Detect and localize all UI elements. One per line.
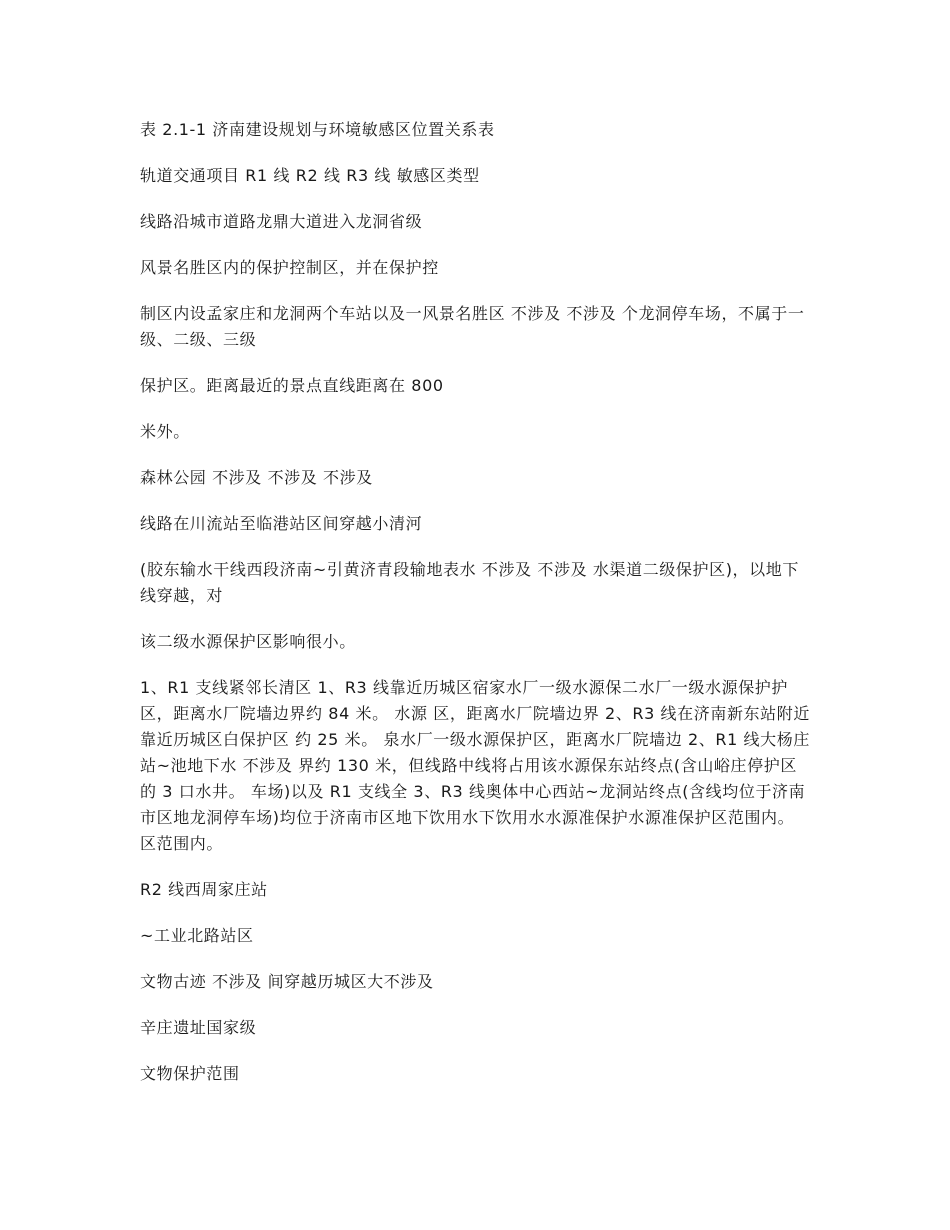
paragraph-protection-scope: 文物保护范围 <box>140 1064 240 1083</box>
paragraph-r2-station: R2 线西周家庄站 <box>140 880 268 899</box>
paragraph-river-crossing: 线路在川流站至临港站区间穿越小清河 <box>140 514 423 533</box>
paragraph-distance: 保护区。距离最近的景点直线距离在 800 <box>140 376 444 395</box>
paragraph-cultural-relics: 文物古迹 不涉及 间穿越历城区大不涉及 <box>140 972 434 991</box>
paragraph-water-source-protection: 1、R1 支线紧邻长清区 1、R3 线靠近历城区宿家水厂一级水源保二水厂一级水源保护护区，距离水厂院墙边界约 84 米。 水源 区，距离水厂院墙边界 2、R3 线在济南新东站附近靠近历城区白保护区 约 25 米。 泉水厂一级水源保护区，距离水厂院墙边 2、R1 线大杨庄站~池地下水 不涉及 界约 130 米，但线路中线将占用该水源保东站终点(含山峪庄停护区的 3 口水井。 车场)以及 R1 支线全 3、R3 线奥体中心西站~龙洞站终点(含线均位于济南市区地龙洞停车场)均位于济南市区地下饮用水下饮用水水源准保护水源准保护区范围内。 区范围内。 <box>140 678 810 853</box>
paragraph-meters-outside: 米外。 <box>140 422 190 441</box>
paragraph-industrial-road: ~工业北路站区 <box>140 926 254 945</box>
paragraph-impact-small: 该二级水源保护区影响很小。 <box>140 632 356 651</box>
table-caption: 表 2.1-1 济南建设规划与环境敏感区位置关系表 <box>140 120 495 139</box>
document-body <box>140 117 812 1107</box>
paragraph-water-channel: (胶东输水干线西段济南~引黄济青段输地表水 不涉及 不涉及 水渠道二级保护区)，以地下线穿越，对 <box>140 560 799 605</box>
paragraph-stations-scenic: 制区内设孟家庄和龙洞两个车站以及一风景名胜区 不涉及 不涉及 个龙洞停车场，不属于一级、二级、三级 <box>140 304 805 349</box>
paragraph-scenic-control: 风景名胜区内的保护控制区，并在保护控 <box>140 258 439 277</box>
paragraph-xinzhuang-site: 辛庄遗址国家级 <box>140 1018 257 1037</box>
paragraph-line-route: 线路沿城市道路龙鼎大道进入龙洞省级 <box>140 212 423 231</box>
paragraph-forest-park: 森林公园 不涉及 不涉及 不涉及 <box>140 468 373 487</box>
paragraph-project-header: 轨道交通项目 R1 线 R2 线 R3 线 敏感区类型 <box>140 166 480 185</box>
